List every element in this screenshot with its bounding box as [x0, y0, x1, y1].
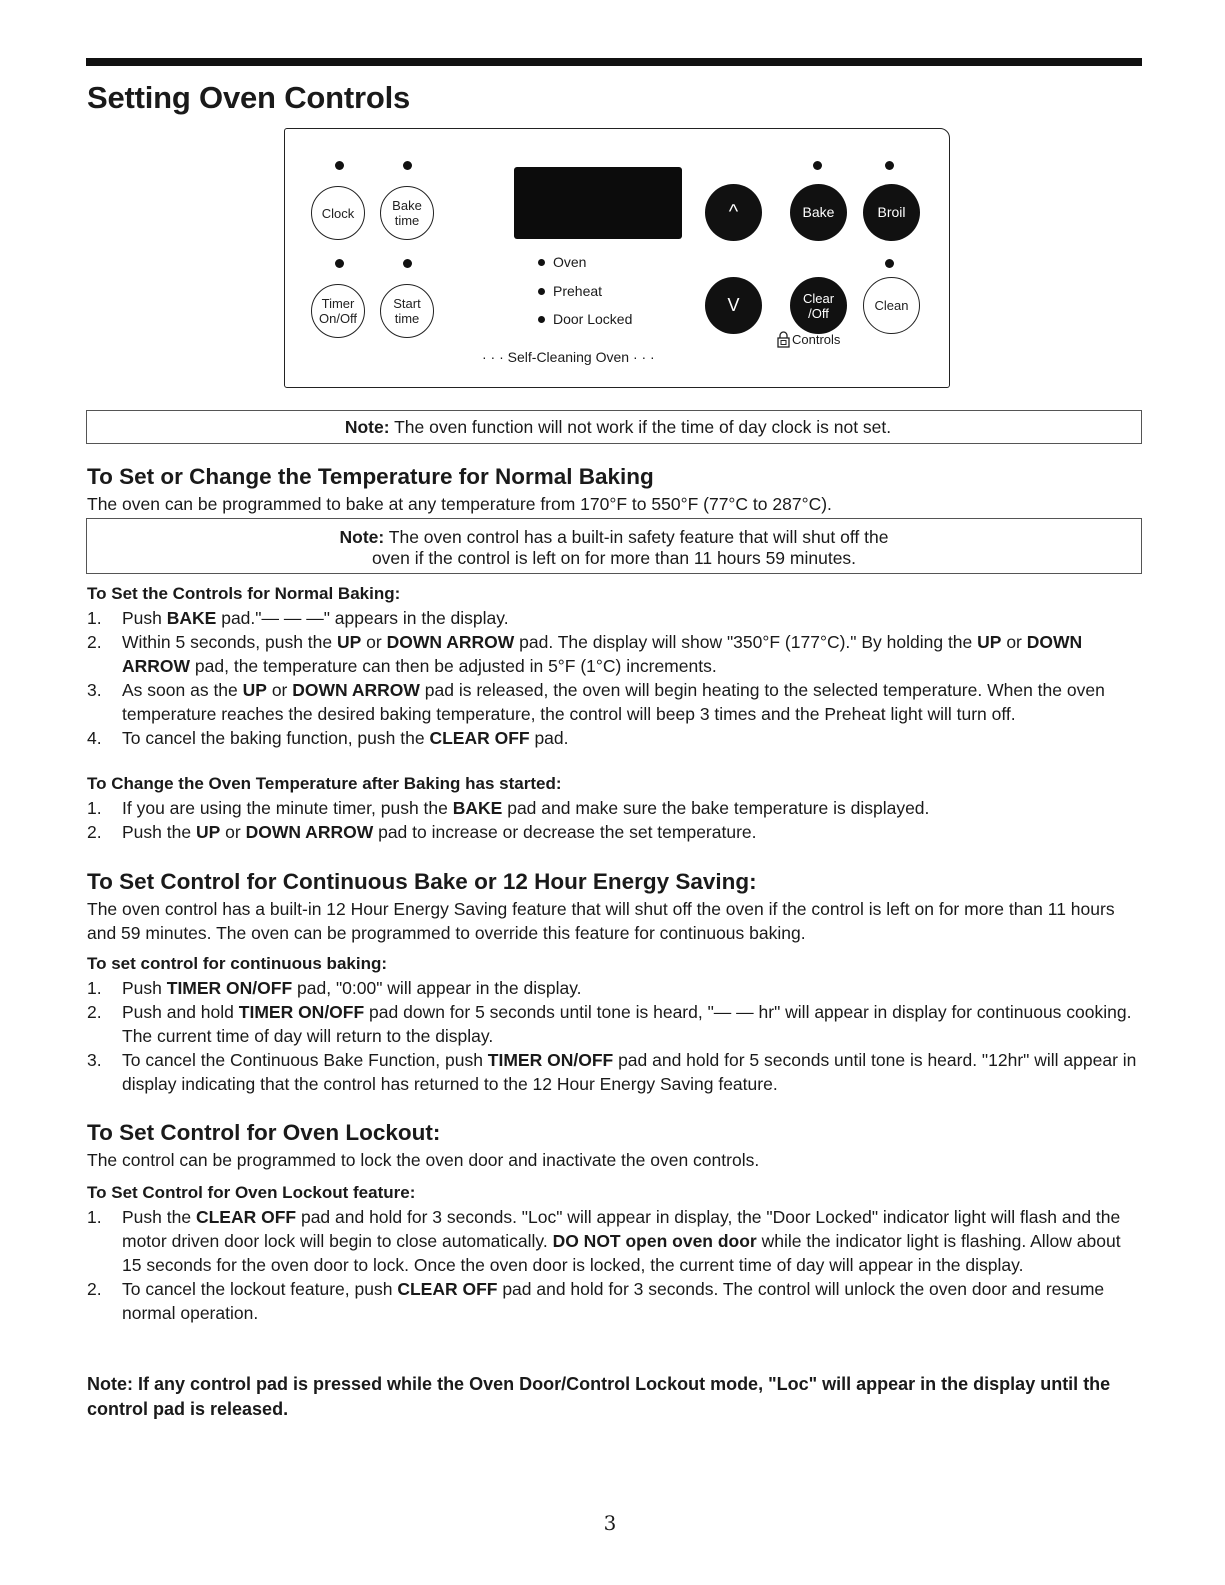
clean-button[interactable]: [863, 277, 920, 334]
step-text: pad, "0:00" will appear in the display.: [292, 978, 582, 998]
step-number: 2.: [87, 1002, 102, 1022]
lockout-heading: To Set Control for Oven Lockout:: [87, 1120, 441, 1145]
note-label: Note:: [344, 417, 390, 437]
step-text: To cancel the lockout feature, push: [122, 1279, 398, 1299]
broil-button-label: Broil: [877, 204, 906, 220]
indicator-dot: [403, 259, 412, 268]
step-number: 2.: [87, 1279, 102, 1299]
instruction-step: [87, 606, 1143, 630]
step-text: Push and hold: [122, 1002, 239, 1022]
change-temp-subheading: To Change the Oven Temperature after Baking has started:: [87, 774, 562, 793]
step-keyword: DOWN ARROW: [122, 632, 1083, 676]
step-text: To cancel the Continuous Bake Function, push: [122, 1050, 488, 1070]
door-locked-indicator-label: Door Locked: [553, 311, 633, 327]
step-text: pad. The display will show "350°F (177°C)." By holding the: [514, 632, 978, 652]
instruction-step: [87, 976, 1143, 1000]
step-text: or: [220, 822, 246, 842]
step-keyword: BAKE: [166, 608, 217, 628]
step-text: or: [361, 632, 387, 652]
continuous-bake-subheading: To set control for continuous baking:: [87, 954, 388, 973]
step-number: 2.: [87, 822, 102, 842]
indicator-dot: [885, 161, 894, 170]
indicator-dot: [335, 259, 344, 268]
step-keyword: UP: [977, 632, 1002, 652]
door-locked-indicator: [538, 311, 632, 327]
step-keyword: DO NOT open oven door: [552, 1231, 757, 1251]
instruction-step: [87, 678, 1143, 726]
lockout-steps: [87, 1205, 1143, 1325]
step-keyword: BAKE: [452, 798, 503, 818]
step-number: 1.: [87, 1207, 102, 1227]
step-number: 2.: [87, 632, 102, 652]
indicator-dot: [335, 161, 344, 170]
step-keyword: CLEAR OFF: [429, 728, 530, 748]
timer-on-off-button[interactable]: [311, 284, 365, 338]
broil-button[interactable]: [863, 184, 920, 241]
step-number: 3.: [87, 680, 102, 700]
step-keyword: DOWN ARROW: [245, 822, 374, 842]
step-number: 4.: [87, 728, 102, 748]
step-number: 1.: [87, 978, 102, 998]
lock-controls-label: [777, 331, 840, 348]
preheat-indicator-label: Preheat: [553, 283, 603, 299]
step-keyword: UP: [242, 680, 267, 700]
oven-indicator-light: [538, 259, 545, 266]
clock-button-label: Clock: [321, 205, 355, 221]
indicator-dot: [403, 161, 412, 170]
page-number: 3: [603, 1511, 617, 1535]
clean-button-label: Clean: [874, 298, 909, 313]
step-keyword: TIMER ON/OFF: [487, 1050, 614, 1070]
step-keyword: CLEAR OFF: [397, 1279, 498, 1299]
down-arrow-button[interactable]: [705, 277, 762, 334]
step-text: Push the: [122, 822, 196, 842]
start-time-button[interactable]: [380, 284, 434, 338]
normal-baking-subheading: To Set the Controls for Normal Baking:: [87, 584, 401, 603]
continuous-bake-steps: [87, 976, 1143, 1096]
clock-note-box: [86, 410, 1142, 444]
oven-indicator: [538, 254, 586, 270]
step-text: pad and hold for 3 seconds. "Loc" will appear in display, the "Door Locked" indicator light will flash and the motor driven door lock will begin to close automatically.: [122, 1207, 1121, 1251]
bake-time-button[interactable]: [380, 186, 434, 240]
instruction-step: [87, 820, 1143, 844]
normal-baking-heading: To Set or Change the Temperature for Normal Baking: [87, 464, 654, 489]
safety-note-text-1: The oven control has a built-in safety feature that will shut off the: [384, 527, 889, 547]
preheat-indicator: [538, 283, 602, 299]
step-text: Push: [122, 608, 167, 628]
step-text: pad is released, the oven will begin heating to the selected temperature. When the oven temperature reaches the desired baking temperature, the control will beep 3 times and the Preheat light will turn off.: [122, 680, 1105, 724]
step-keyword: DOWN ARROW: [386, 632, 515, 652]
timer-button-label: Timer On/Off: [318, 296, 358, 326]
step-text: pad, the temperature can then be adjusted in 5°F (1°C) increments.: [190, 656, 717, 676]
control-panel-diagram: [284, 128, 950, 388]
clear-off-button[interactable]: [790, 277, 847, 334]
step-text: or: [266, 680, 293, 700]
step-keyword: UP: [195, 822, 221, 842]
clock-button[interactable]: [311, 186, 365, 240]
clock-note-text: The oven function will not work if the time of day clock is not set.: [389, 417, 892, 437]
step-keyword: TIMER ON/OFF: [238, 1002, 365, 1022]
down-arrow-icon: V: [727, 295, 740, 315]
step-keyword: CLEAR OFF: [195, 1207, 297, 1227]
top-rule: [86, 58, 1142, 66]
step-number: 1.: [87, 608, 102, 628]
bake-button[interactable]: [790, 184, 847, 241]
instruction-step: [87, 1000, 1143, 1048]
up-arrow-button[interactable]: [705, 184, 762, 241]
step-keyword: TIMER ON/OFF: [166, 978, 293, 998]
lockout-final-note: Note: If any control pad is pressed while the Oven Door/Control Lockout mode, "Loc" will appear in the display until the control pad is released.: [87, 1374, 1111, 1419]
change-temp-steps: [87, 796, 1143, 844]
controls-label-text: Controls: [792, 332, 841, 347]
lock-icon: [777, 331, 790, 348]
oven-display: [514, 167, 682, 239]
bake-button-label: Bake: [802, 204, 835, 220]
step-keyword: DOWN ARROW: [292, 680, 420, 700]
bake-time-button-label: Bake time: [392, 198, 422, 228]
step-text: pad and make sure the bake temperature is displayed.: [502, 798, 930, 818]
step-text: Push the: [122, 1207, 196, 1227]
step-text: If you are using the minute timer, push the: [122, 798, 453, 818]
continuous-bake-heading: To Set Control for Continuous Bake or 12 Hour Energy Saving:: [87, 869, 757, 894]
start-time-button-label: Start time: [393, 296, 421, 326]
door-locked-indicator-light: [538, 316, 545, 323]
step-text: Push: [122, 978, 167, 998]
step-text: pad and hold for 5 seconds until tone is heard. "12hr" will appear in display indicating that the control has returned to the 12 Hour Energy Saving feature.: [122, 1050, 1137, 1094]
instruction-step: [87, 726, 1143, 750]
step-number: 3.: [87, 1050, 102, 1070]
oven-indicator-label: Oven: [553, 254, 587, 270]
instruction-step: [87, 796, 1143, 820]
instruction-step: [87, 1277, 1143, 1325]
step-text: To cancel the baking function, push the: [122, 728, 430, 748]
lockout-intro: The control can be programmed to lock the oven door and inactivate the oven controls.: [87, 1150, 760, 1170]
step-text: while the indicator light is flashing. Allow about 15 seconds for the oven door to lock. Once the oven door is locked, the current time of day will appear in the display.: [122, 1231, 1121, 1275]
instruction-step: [87, 1205, 1143, 1277]
clear-off-button-label: Clear /Off: [802, 290, 835, 321]
page-title: Setting Oven Controls: [87, 80, 411, 115]
safety-note-line-2: oven if the control is left on for more than 11 hours 59 minutes.: [371, 548, 857, 568]
continuous-bake-intro: The oven control has a built-in 12 Hour Energy Saving feature that will shut off the oven if the control is left on for more than 11 hours and 59 minutes. The oven can be programmed to override this feature for continuous baking.: [87, 899, 1115, 943]
step-text: pad down for 5 seconds until tone is heard, "— — hr" will appear in display for continuous cooking. The current time of day will return to the display.: [122, 1002, 1132, 1046]
step-text: pad and hold for 3 seconds. The control will unlock the oven door and resume normal operation.: [122, 1279, 1105, 1323]
instruction-step: [87, 630, 1143, 678]
step-text: pad.: [529, 728, 569, 748]
normal-baking-steps: [87, 606, 1143, 750]
step-text: or: [1001, 632, 1027, 652]
step-number: 1.: [87, 798, 102, 818]
step-text: Within 5 seconds, push the: [122, 632, 337, 652]
lockout-subheading: To Set Control for Oven Lockout feature:: [87, 1183, 416, 1202]
indicator-dot: [885, 259, 894, 268]
up-arrow-icon: ^: [728, 201, 739, 223]
safety-note-line-1: [87, 527, 1141, 548]
normal-baking-intro: The oven can be programmed to bake at any temperature from 170°F to 550°F (77°C to 287°C).: [87, 494, 832, 514]
step-keyword: UP: [336, 632, 362, 652]
instruction-step: [87, 1048, 1143, 1096]
indicator-dot: [813, 161, 822, 170]
note-label: Note:: [339, 527, 385, 547]
preheat-indicator-light: [538, 288, 545, 295]
step-text: As soon as the: [122, 680, 243, 700]
step-text: pad to increase or decrease the set temperature.: [373, 822, 757, 842]
safety-note-box: [86, 518, 1142, 574]
step-text: pad."— — —" appears in the display.: [216, 608, 509, 628]
self-cleaning-oven-label: · · · Self-Cleaning Oven · · ·: [482, 349, 655, 365]
